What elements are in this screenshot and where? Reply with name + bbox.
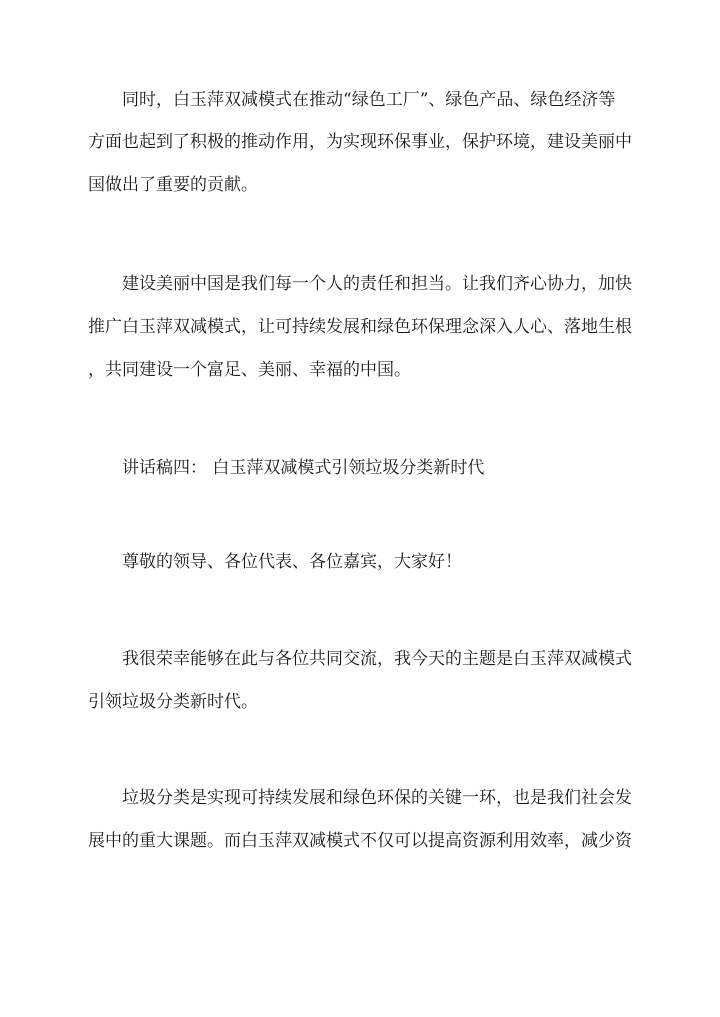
paragraph-5-line-2: 引领垃圾分类新时代。 <box>88 692 258 712</box>
paragraph-6-line-2: 展中的重大课题。而白玉萍双减模式不仅可以提高资源利用效率，减少资 <box>88 831 632 851</box>
paragraph-2-line-2: 推广白玉萍双减模式，让可持续发展和绿色环保理念深入人心、落地生根 <box>88 317 632 337</box>
paragraph-1-line-1: 同时，白玉萍双减模式在推动“绿色工厂”、绿色产品、绿色经济等 <box>122 90 616 110</box>
greeting-line: 尊敬的领导、各位代表、各位嘉宾，大家好！ <box>122 552 462 572</box>
paragraph-5-line-1: 我很荣幸能够在此与各位共同交流，我今天的主题是白玉萍双减模式 <box>122 649 632 669</box>
paragraph-1-line-2: 方面也起到了积极的推动作用，为实现环保事业，保护环境，建设美丽中 <box>88 132 632 152</box>
paragraph-1-line-3: 国做出了重要的贡献。 <box>88 175 258 195</box>
speech-heading: 讲话稿四： 白玉萍双减模式引领垃圾分类新时代 <box>122 458 485 478</box>
paragraph-2-line-1: 建设美丽中国是我们每一个人的责任和担当。让我们齐心协力，加快 <box>122 274 632 294</box>
paragraph-2-line-3: ，共同建设一个富足、美丽、幸福的中国。 <box>88 360 411 380</box>
paragraph-6-line-1: 垃圾分类是实现可持续发展和绿色环保的关键一环，也是我们社会发 <box>122 788 632 808</box>
